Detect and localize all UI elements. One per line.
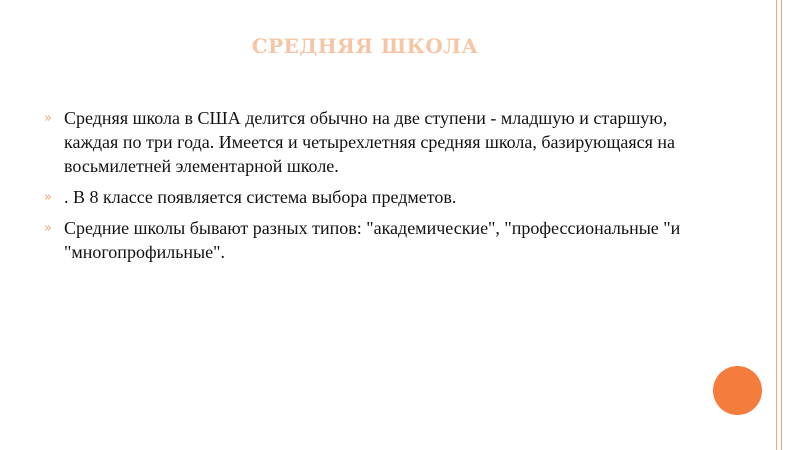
bullet-text: . В 8 классе появляется система выбора предметов. (64, 187, 457, 207)
bullet-text: Средние школы бывают разных типов: "академические", "профессиональные "и "многопрофильные". (64, 218, 681, 262)
bullet-item (44, 106, 684, 178)
bullet-icon: » (44, 111, 52, 126)
slide-title: СРЕДНЯЯ ШКОЛА (251, 34, 479, 58)
bullet-item (44, 185, 684, 209)
decorative-border-outer (781, 0, 782, 450)
decorative-border-inner (776, 0, 777, 450)
bullet-item (44, 216, 684, 264)
bullet-list (44, 106, 684, 271)
bullet-text: Средняя школа в США делится обычно на две ступени - младшую и старшую, каждая по три года. Имеется и четырехлетняя средняя школа, базирующаяся на восьмилетней элементарной школе. (64, 108, 676, 176)
bullet-icon: » (44, 190, 52, 205)
decorative-circle (713, 366, 762, 415)
bullet-icon: » (44, 221, 52, 236)
